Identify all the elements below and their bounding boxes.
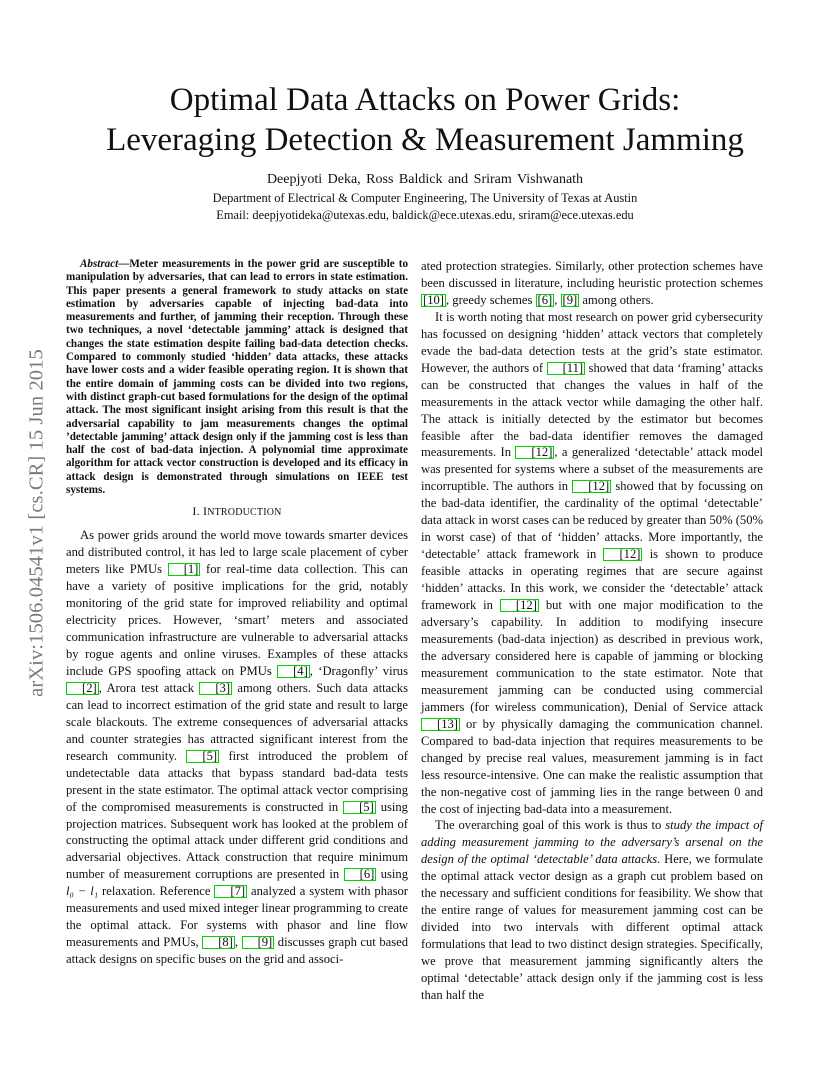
math-l0-l1: l₀ − l₁ [66,884,99,899]
email-line: Email: deepjyotideka@utexas.edu, baldick@ece.utexas.edu, sriram@ece.utexas.edu [216,208,634,222]
right-paragraph-3 [421,817,763,1003]
right-paragraph-1 [421,258,763,309]
text-run: . Here, we formulate the optimal attack vector design as a graph cut problem based on the necessary and sufficient conditions for feasibility. We show that the entire range of values for measurement jamming cost can be divided into two intervals with different optimal attack formulations that lead to two distinct design strategies. Specifically, we prove that measurement jamming significantly alters the optimal ‘detectable’ attack design only if the jamming cost is less than half the [421,852,763,1002]
citation-link[interactable]: [3] [199,682,232,695]
citation-link[interactable]: [6] [537,292,553,307]
text-run: among others. [579,292,654,307]
arxiv-id: arXiv:1506.04541v1 [cs.CR] 15 Jun 2015 [25,349,48,697]
text-run: showed that data ‘framing’ attacks can be constructed that changes the values in half of the measurements in the attack vector while damaging the other half. The attack is initially detected by the estimator but becomes feasible after the bad-data identifier removes the damaged measurements. In [421,360,763,460]
text-run: using [376,867,408,882]
citation-link[interactable]: [12] [500,599,539,612]
text-run: As power grids around the world move towards smarter devices and distributed control, it has led to large scale placement of cyber meters like PMUs [66,528,408,577]
text-run: , greedy schemes [445,292,536,307]
text-run: , [234,935,242,950]
text-run: or by physically damaging the communication channel. Compared to bad-data injection that requires measurements to be changed by precise real values, measurement jamming is in fact less resource-intensive. One can make the realistic assumption that the non-negative cost of jamming lies in the range between 0 and the cost of injecting bad-data into a measurement. [421,716,763,816]
text-run: showed that by focussing on the bad-data identifier, the cardinality of the optimal ‘detectable’ data attack in worst cases can be reduced by greater than 50% (50% in worst case) of that of ‘hidden’ attacks. More importantly, the ‘detectable’ attack framework in [421,479,764,562]
emphasis-goal: study the impact of adding measurement jamming to the adversary’s arsenal on the design of the optimal ‘detectable’ data attacks [421,818,763,867]
citation-link[interactable]: [9] [242,936,275,949]
arxiv-stamp [22,288,52,758]
paper-title [60,80,790,160]
citation-link[interactable]: [5] [343,801,376,814]
text-run: among others. Such data attacks can lead to incorrect estimation of the grid state and result to large scale blackouts. The extreme consequences of adversarial attacks and counter strategies has attracted significant interest from the research community. [66,680,408,763]
citation-link[interactable]: [9] [562,292,578,307]
citation-link[interactable]: [6] [344,868,377,881]
affiliation: Department of Electrical & Computer Engineering, The University of Texas at Austin [212,191,638,205]
text-run: for real-time data collection. This can have a variety of positive implications for the grid, notably monitoring of the grid state for improved reliability and optimal electricity prices. However, ‘smart’ meters and associated communication infrastructure are vulnerable to adversarial attacks by rogue agents and online viruses. Examples of these attacks include GPS spoofing attack on PMUs [66,562,408,678]
left-column [66,258,408,968]
citation-link[interactable]: [7] [214,885,247,898]
text-run: discusses graph cut based attack designs on specific buses on the grid and associ- [66,935,409,967]
citation-link[interactable]: [10] [423,292,444,307]
text-run: but with one major modification to the adversary’s capability. In addition to modifying insecure measurements (bad-data injection) as described in previous work, the adversary considered here is capable of jamming or blocking measurement communication to the state estimator. Note that measurement jamming can be conducted using commercial jammers (for wireless communication), Denial of Service attack [421,598,763,714]
citation-link[interactable]: [1] [168,563,201,576]
text-run: , [554,292,561,307]
title-line-2: Leveraging Detection & Measurement Jamming [106,122,744,158]
citation-link[interactable]: [13] [421,718,460,731]
section-title-rest: NTRODUCTION [207,507,282,519]
abstract [66,258,408,497]
intro-paragraph-1 [66,527,408,968]
title-line-1: Optimal Data Attacks on Power Grids: [169,82,681,118]
citation-link[interactable]: [5] [186,750,219,763]
citation-link[interactable]: [12] [572,480,611,493]
text-run: , Arora test attack [98,680,200,695]
text-run: The overarching goal of this work is thus to [435,818,666,833]
citation-link[interactable]: [12] [515,446,554,459]
section-number: I. [192,504,200,519]
text-run: It is worth noting that most research on power grid cybersecurity has focussed on designing ‘hidden’ attack vectors that completely evade the bad-data detection tests at the grid’s state estimator. However, the authors of [421,309,763,375]
text-run: using projection matrices. Subsequent work has looked at the problem of constructing the optimal attack under different grid conditions and adversarial objectives. Attack construction that require minimum number of measurement corruptions are presented in [66,799,408,882]
section-title-initial: I [202,504,208,519]
right-column [421,258,763,1004]
citation-link[interactable]: [2] [66,682,99,695]
section-heading-introduction [66,503,408,522]
text-run: relaxation. Reference [98,884,215,899]
text-run: ated protection strategies. Similarly, other protection schemes have been discussed in literature, including heuristic protection schemes [421,259,763,290]
abstract-body: —Meter measurements in the power grid are susceptible to manipulation by adversaries, that can lead to errors in state estimation. This paper presents a general framework to study attacks on state estimation by adversaries capable of injecting bad-data into measurements and further, of jamming their reception. Through these two techniques, a novel ‘detectable jamming’ attack is designed that changes the state estimation despite failing bad-data detection checks. Compared to commonly studied ‘hidden’ data attacks, these attacks have lower costs and a wider feasible operating region. It is shown that the entire domain of jamming costs can be divided into two regions, with distinct graph-cut based formulations for the design of the optimal attack. The most significant insight arising from this result is that the adversarial capability to jam measurements changes the optimal ’detectable jamming’ attack design only if the jamming cost is less than half the cost of bad-data injection. A polynomial time approximate algorithm for attack vector construction is developed and its efficacy in attack design is demonstrated through simulations on IEEE test systems. [66,258,408,497]
abstract-heading: Abstract [80,258,119,270]
citation-link[interactable]: [8] [202,936,235,949]
text-run: analyzed a system with phasor measurements and used mixed integer linear programming to create the optimal attack. For systems with phasor and line flow measurements and PMUs, [66,884,409,950]
authors: Deepjyoti Deka, Ross Baldick and Sriram Vishwanath [266,172,584,187]
citation-link[interactable]: [4] [277,665,310,678]
text-run: is shown to produce feasible attacks in operating regimes that are secure against ‘hidden’ attacks. In this work, we consider the ‘detectable’ attack framework in [421,547,763,613]
citation-link[interactable]: [11] [547,362,586,375]
text-run: , ‘Dragonfly’ virus [309,663,408,678]
citation-link[interactable]: [12] [603,548,642,561]
text-run: , a generalized ‘detectable’ attack model was presented for systems where a subset of the measurements are incorruptible. The authors in [421,445,763,494]
text-run: first introduced the problem of undetectable data attacks that bypass standard bad-data tests present in the state estimator. The optimal attack vector comprising of the compromised measurements is constructed in [66,748,408,814]
right-paragraph-2 [421,309,763,818]
